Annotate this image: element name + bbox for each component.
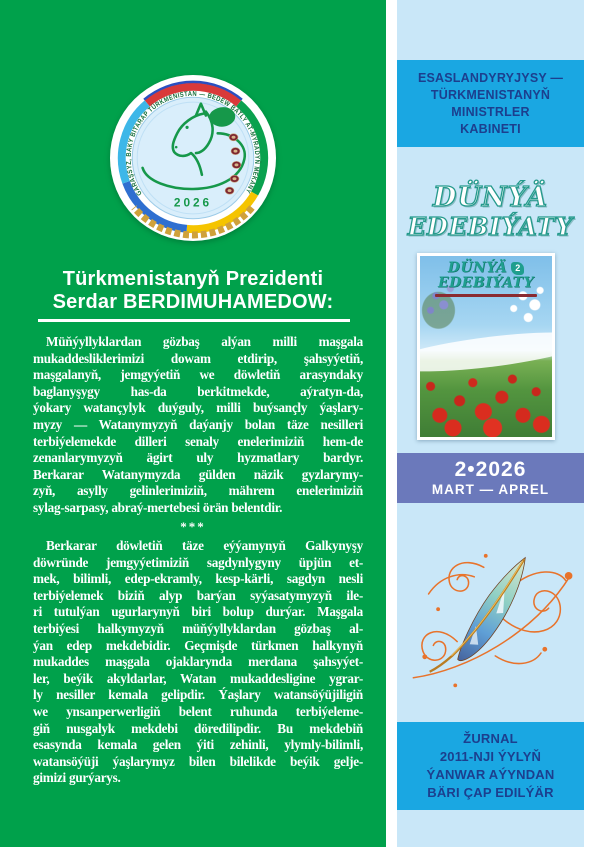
quote-title-line1: Türkmenistanyň Prezidenti: [62, 268, 324, 290]
text-line: mek, bilimli, edep-ekramly, kesp-kärli, sagdyn nesli: [33, 571, 363, 587]
text-line: KABINETI: [460, 121, 521, 136]
text-line: giň nusgalyk mekdebi döredilipdir. Bu mekdebiň: [33, 720, 363, 736]
quote-paragraph-1: [33, 334, 363, 517]
text-line: ly nesiller kemala gelipdir. Ýaşlary watansöýüjiligiň: [33, 687, 363, 703]
emblem-year: 2026: [173, 195, 213, 210]
cover-header: [420, 261, 552, 297]
text-line: BÄRI ÇAP EDILÝÄR: [427, 785, 554, 800]
quote-paragraph-2: [33, 538, 363, 787]
issue-box: [397, 453, 584, 503]
text-line: ýokary watançylyk duýguly, milli buýsançly ýaşlary-: [33, 400, 363, 416]
journal-logo-line1: DÜNÝÄ: [432, 182, 549, 213]
cover-image: [420, 256, 552, 437]
text-line: baglanyşygy has-da berkitmekde, aýratyn-da,: [33, 383, 363, 399]
text-line: ŽURNAL: [463, 731, 518, 746]
paragraph-separator: ***: [180, 519, 206, 534]
text-line: Müňýyllyklardan gözbaş alýan milli maşgala: [46, 334, 363, 349]
text-line: we ynsanperwerligiň belent ruhunda terbiýeleme-: [33, 703, 363, 719]
publication-info-box: [397, 722, 584, 810]
text-line: ÝANWAR AÝYNDAN: [426, 767, 555, 782]
state-horse-emblem: [109, 74, 277, 242]
issue-number: 2•2026: [454, 458, 527, 481]
magazine-cover-thumbnail: [417, 253, 555, 440]
text-line: myzy — Watanymyzyň daýanjy bolan täze nesilleri: [33, 416, 363, 432]
text-line: terbiýesi halkymyzyň müňýyllyklardan gözbaş al-: [33, 620, 363, 636]
issue-months: MART — APREL: [431, 482, 550, 497]
text-line: gimizi gurýarys.: [33, 770, 121, 786]
journal-logo-line2: EDEBIÝATY: [407, 212, 574, 241]
cover-issue-badge: 2: [511, 262, 524, 275]
text-line: ESASLANDYRYJYSY —: [417, 70, 564, 85]
emblem-ring-text: GARAŞSYZ, BAKY BITARAP TÜRKMENISTAN — BEDEW BATLY AT-MYRADYŇ MEKANY: [125, 90, 261, 197]
journal-logo: [397, 183, 584, 241]
text-line: MINISTRLER: [451, 104, 530, 119]
text-line: ri tutulýan ugurlarynyň biri bolup durýar. Maşgala: [33, 604, 363, 620]
cover-subtitle-line: [435, 294, 538, 297]
text-line: Berkarar Watanymyzda gülden näzik gyzlarymy-: [33, 466, 363, 482]
text-line: ler, beýik akyldarlar, Watan mukaddesligine ygrar-: [33, 670, 363, 686]
cover-title-line2: EDEBIÝATY: [438, 275, 534, 291]
founder-box: [397, 60, 584, 147]
text-line: TÜRKMENISTANYŇ: [430, 87, 551, 102]
quote-title-line2: Serdar BERDIMUHAMEDOW:: [52, 291, 334, 313]
text-line: zenanlarymyzyň ägirt uly hyzmatlary bardyr.: [33, 450, 363, 466]
text-line: watansöýüji ýaşlarymyz bilen bilelikde beýik gelje-: [33, 753, 363, 769]
text-line: ýan edep mekdebidir. Geçmişde türkmen halkynyň: [33, 637, 363, 653]
title-underline: [38, 319, 350, 322]
feather-illustration: [400, 523, 581, 703]
text-line: döwründe jemgyýetimiziň sagdynlygyny üpjün et-: [33, 554, 363, 570]
text-line: mukaddes maşgala ojaklarynda merdana şahsyýet-: [33, 654, 363, 670]
cover-swoosh-decoration: [420, 325, 552, 380]
text-line: 2011-NJI ÝYLYŇ: [439, 749, 542, 764]
text-line: esasynda kemala gelen ýiti zehinli, ylymly-bilimli,: [33, 737, 363, 753]
text-line: terbiýelemek biziň alyp barýan syýasatymyzyň ile-: [33, 587, 363, 603]
cover-title-line1: DÜNÝÄ: [447, 260, 508, 276]
text-line: zyň, asylly gelinlerimiziň, mährem enelerimiziň: [33, 483, 363, 499]
right-info-column: [397, 0, 584, 847]
text-line: maşgalanyň, jemgyýetiň we döwletiň arasyndaky: [33, 367, 363, 383]
text-line: mukaddesliklerimizi dowam etdirip, şahsyýetiň,: [33, 350, 363, 366]
text-line: Berkarar döwletiň täze eýýamynyň Galkynyşy: [46, 538, 363, 553]
text-line: sylag-sarpasy, abraý-mertebesi örän belentdir.: [33, 499, 283, 515]
feather-icon: [400, 523, 581, 703]
text-line: terbiýelemekde dilleri senaly enelerimiziň hem-de: [33, 433, 363, 449]
quote-title: [0, 268, 386, 314]
